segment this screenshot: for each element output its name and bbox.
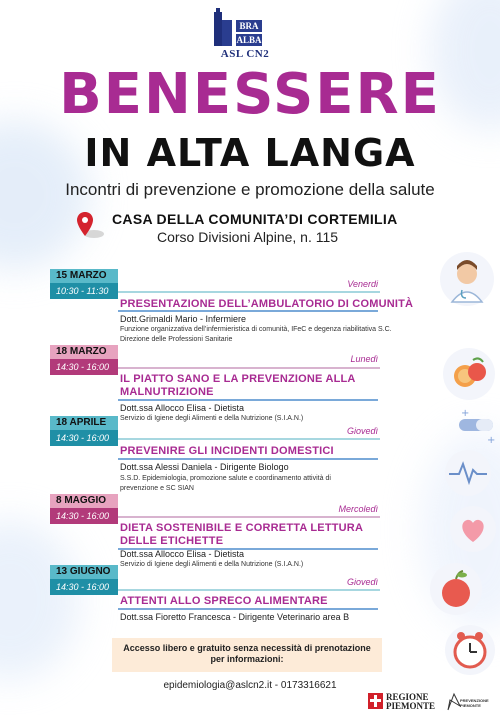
page-title: BENESSERE	[59, 62, 441, 127]
heartbeat-icon	[445, 450, 491, 496]
event-time: 10:30 - 11:30	[50, 283, 118, 299]
event-date: 8 MAGGIO	[50, 494, 118, 508]
logo-alba: ALBA	[236, 35, 262, 45]
apple-icon	[430, 563, 482, 615]
prevenzione-piemonte-logo	[446, 690, 496, 714]
divider	[118, 399, 378, 401]
info-label: per informazioni:	[210, 654, 284, 664]
event-description: S.S.D. Epidemiologia, promozione salute e coordinamento attività di prevenzione e SC SIAN	[120, 475, 331, 492]
tagline: Incontri di prevenzione e promozione della salute	[65, 180, 435, 199]
event-date: 18 APRILE	[50, 416, 118, 430]
prevenzione-text	[460, 698, 489, 708]
pills-icon	[455, 405, 497, 445]
event-description: Funzione organizzativa dell’infermieristica di comunità, IFeC e degenza riabilitativa S.C. Direzione delle Professioni Sanitarie	[120, 326, 392, 343]
prevenzione-line1: PREVENZIONE	[460, 698, 489, 703]
event-date-box	[50, 269, 118, 299]
heart-icon	[450, 506, 496, 552]
event-title: DIETA SOSTENIBILE E CORRETTA LETTURA DELLE ETICHETTE	[120, 522, 363, 547]
fruit-icon	[443, 348, 495, 400]
info-box	[112, 638, 382, 672]
divider	[118, 310, 378, 312]
divider	[118, 438, 380, 440]
venue-name: CASA DELLA COMUNITA’DI CORTEMILIA	[112, 211, 398, 227]
event-day: Mercoledì	[338, 504, 378, 514]
page-subtitle: IN ALTA LANGA	[84, 131, 416, 175]
divider	[118, 589, 380, 591]
logo-bra: BRA	[236, 20, 262, 32]
event-date: 15 MARZO	[50, 269, 118, 283]
event-day: Venerdi	[347, 279, 378, 289]
divider	[118, 367, 380, 369]
event-description: Servizio di Igiene degli Alimenti e della Nutrizione (S.I.A.N.)	[120, 561, 304, 568]
event-day: Giovedì	[346, 577, 378, 587]
event-date-box	[50, 494, 118, 524]
event-speaker: Dott.ssa Allocco Elisa - Dietista	[120, 403, 245, 413]
event-speaker: Dott.Grimaldi Mario - Infermiere	[120, 314, 247, 324]
regione-line2: PIEMONTE	[386, 700, 436, 711]
event-time: 14:30 - 16:00	[50, 430, 118, 446]
svg-text:+: +	[487, 435, 496, 445]
logo-asl: ASL CN2	[220, 48, 270, 60]
event-date-box	[50, 345, 118, 375]
event-day: Lunedì	[350, 354, 378, 364]
event-speaker: Dott.ssa Alessi Daniela - Dirigente Biologo	[120, 462, 289, 472]
event-title: ATTENTI ALLO SPRECO ALIMENTARE	[120, 595, 328, 607]
divider	[118, 291, 380, 293]
prevenzione-line2: PIEMONTE	[460, 703, 481, 708]
event-description: Servizio di Igiene degli Alimenti e della Nutrizione (S.I.A.N.)	[120, 415, 304, 422]
regione-text	[386, 693, 435, 710]
info-access: Accesso libero e gratuito senza necessità di prenotazione	[123, 643, 371, 653]
event-title: PREVENIRE GLI INCIDENTI DOMESTICI	[120, 445, 334, 457]
regione-flag-icon	[368, 693, 383, 709]
divider	[118, 516, 380, 518]
event-time: 14:30 - 16:00	[50, 359, 118, 375]
event-speaker: Dott.ssa Fioretto Francesca - Dirigente Veterinario area B	[120, 612, 350, 622]
regione-line1: REGIONE	[386, 692, 429, 702]
event-title: IL PIATTO SANO E LA PREVENZIONE ALLA MALNUTRIZIONE	[120, 373, 356, 398]
asl-logo	[212, 6, 278, 64]
event-title: PRESENTAZIONE DELL’AMBULATORIO DI COMUNITÀ	[120, 298, 414, 310]
event-time: 14:30 - 16:00	[50, 508, 118, 524]
event-date: 13 GIUGNO	[50, 565, 118, 579]
event-date-box	[50, 565, 118, 595]
event-speaker: Dott.ssa Allocco Elisa - Dietista	[120, 549, 245, 559]
svg-text:+: +	[461, 408, 470, 419]
location-pin-icon	[76, 210, 104, 240]
divider	[118, 608, 378, 610]
regione-piemonte-logo	[368, 693, 436, 711]
divider	[118, 458, 378, 460]
event-date-box	[50, 416, 118, 446]
venue-address: Corso Divisioni Alpine, n. 115	[157, 229, 339, 245]
event-date: 18 MARZO	[50, 345, 118, 359]
contact-info: epidemiologia@aslcn2.it - 0173316621	[163, 680, 337, 691]
clock-icon	[445, 625, 495, 675]
event-day: Giovedì	[346, 426, 378, 436]
event-time: 14:30 - 16:00	[50, 579, 118, 595]
doctor-icon	[440, 252, 494, 306]
